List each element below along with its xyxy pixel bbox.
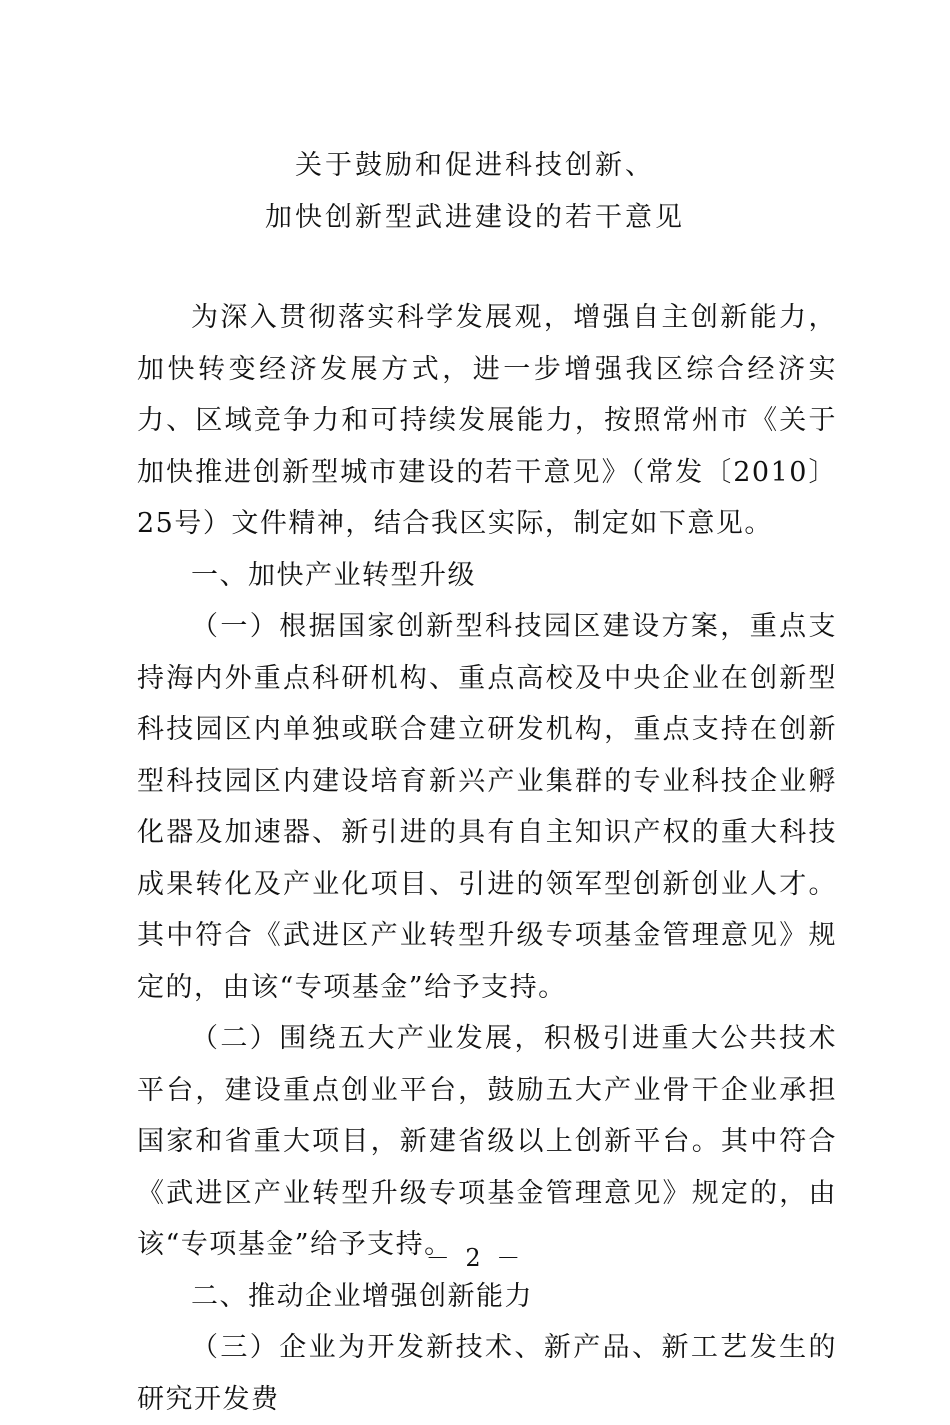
section-heading-2: 二、推动企业增强创新能力 <box>191 1280 533 1312</box>
document-title-line-1: 关于鼓励和促进科技创新、 <box>295 150 655 181</box>
item-paragraph-3: （三）企业为开发新技术、新产品、新工艺发生的研究开发费 <box>137 1332 837 1415</box>
page-number: － 2 － <box>425 1244 525 1272</box>
item-paragraph-2: （二）围绕五大产业发展，积极引进重大公共技术平台，建设重点创业平台，鼓励五大产业骨干企业承担国家和省重大项目，新建省级以上创新平台。其中符合《武进区产业转型升级专项基金管理意见》规定的，由该“专项基金”给予支持。 <box>137 1023 837 1260</box>
item-paragraph-1: （一）根据国家创新型科技园区建设方案，重点支持海内外重点科研机构、重点高校及中央企业在创新型科技园区内单独或联合建立研发机构，重点支持在创新型科技园区内建设培育新兴产业集群的专业科技企业孵化器及加速器、新引进的具有自主知识产权的重大科技成果转化及产业化项目、引进的领军型创新创业人才。其中符合《武进区产业转型升级专项基金管理意见》规定的，由该“专项基金”给予支持。 <box>137 611 837 1003</box>
document-title-line-2: 加快创新型武进建设的若干意见 <box>265 202 685 233</box>
intro-paragraph: 为深入贯彻落实科学发展观，增强自主创新能力，加快转变经济发展方式，进一步增强我区综合经济实力、区域竞争力和可持续发展能力，按照常州市《关于加快推进创新型城市建设的若干意见》（常发〔2010〕25号）文件精神，结合我区实际，制定如下意见。 <box>137 302 837 539</box>
section-heading-1: 一、加快产业转型升级 <box>191 559 476 591</box>
